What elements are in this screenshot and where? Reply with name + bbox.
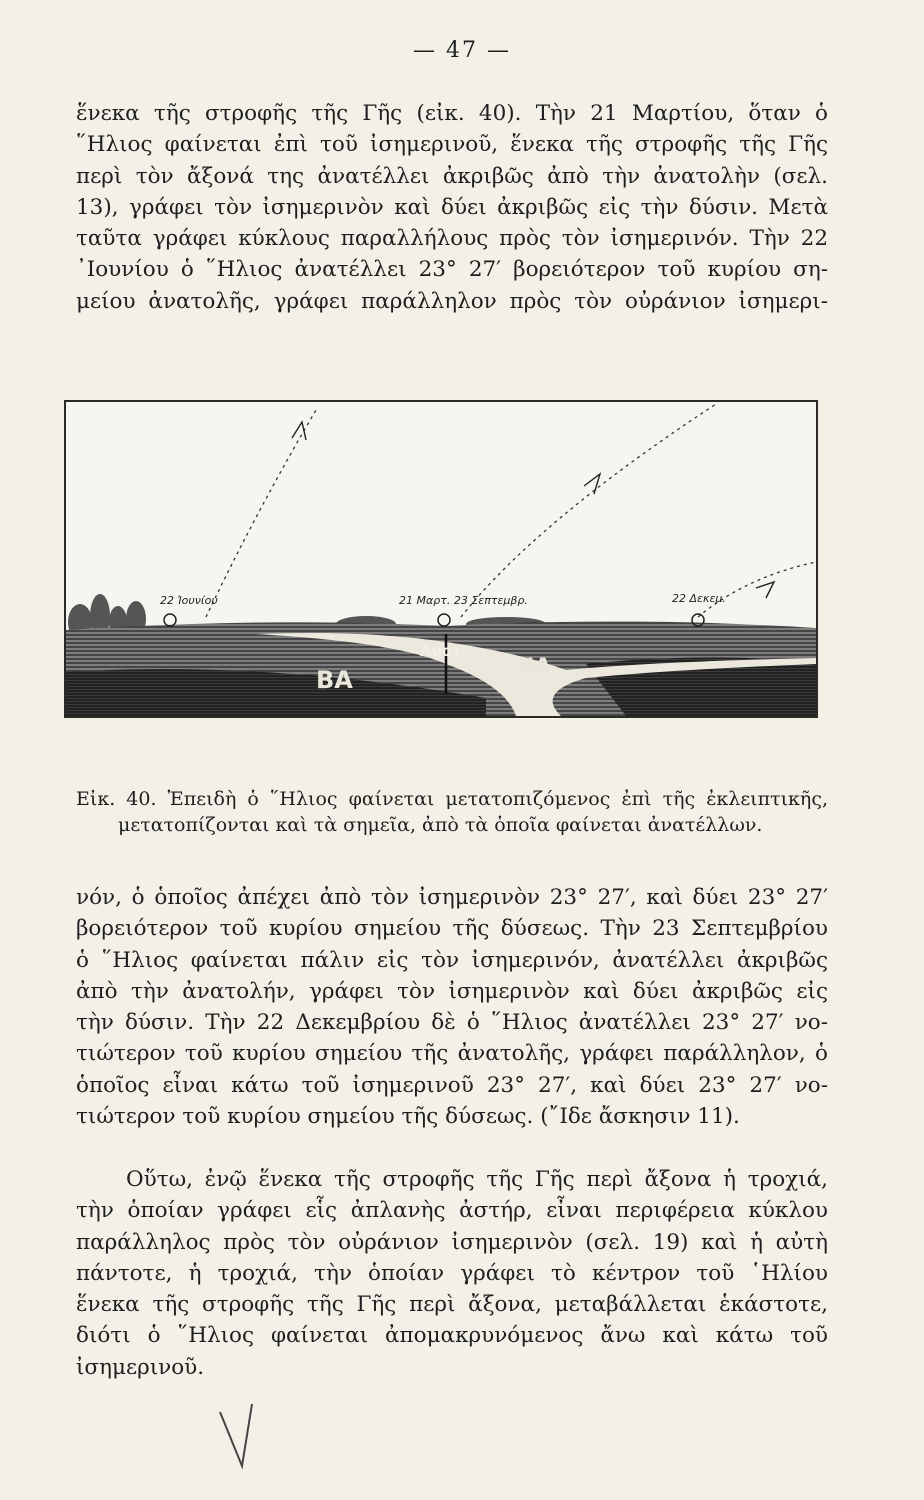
text-line: περὶ τὸν ἄξονά της ἀνατέλλει ἀκριβῶς ἀπὸ τὴν ἀνατολὴν (σελ. — [76, 163, 828, 189]
pencil-check-mark — [218, 1400, 258, 1470]
paragraph-bottom — [76, 882, 828, 1132]
figure-caption — [76, 786, 828, 838]
paragraph-final — [76, 1164, 828, 1383]
label-east: Ἀνατ. — [420, 642, 468, 660]
text-line: ταῦτα γράφει κύκλους παραλλήλους πρὸς τὸν ἰσημερινόν. Τὴν 22 — [76, 226, 828, 252]
label-june: 22 Ἰουνίου — [160, 594, 218, 607]
text-line: ᾿Ιουνίου ὁ ῞Ηλιος ἀνατέλλει 23° 27′ βορειότερον τοῦ κυρίου ση- — [76, 257, 828, 283]
label-northeast: ΒΑ — [316, 666, 353, 694]
text-line: νόν, ὁ ὁποῖος ἀπέχει ἀπὸ τὸν ἰσημερινὸν 23° 27′, καὶ δύει 23° 27′ — [76, 885, 828, 910]
text-line: ὁποῖος εἶναι κάτω τοῦ ἰσημερινοῦ 23° 27′, καὶ δύει 23° 27′ νο- — [76, 1072, 828, 1098]
text-line: ἕνεκα τῆς στροφῆς τῆς Γῆς περὶ ἄξονα, μεταβάλλεται ἑκάστοτε, — [76, 1292, 828, 1318]
text-line: 13), γράφει τὸν ἰσημερινὸν καὶ δύει ἀκριβῶς εἰς τὴν δύσιν. Μετὰ — [76, 194, 828, 220]
text-line: πάντοτε, ἡ τροχιά, τὴν ὁποίαν γράφει τὸ κέντρον τοῦ ῾Ηλίου — [76, 1260, 828, 1286]
page-number: — 47 — — [413, 38, 511, 63]
text-line: διότι ὁ ῞Ηλιος φαίνεται ἀπομακρυνόμενος ἄνω καὶ κάτω τοῦ — [76, 1323, 828, 1349]
text-line: Οὕτω, ἐνῷ ἕνεκα τῆς στροφῆς τῆς Γῆς περὶ ἄξονα ἡ τροχιά, — [126, 1167, 828, 1192]
text-line: ῞Ηλιος φαίνεται ἐπὶ τοῦ ἰσημερινοῦ, ἕνεκα τῆς στροφῆς τῆς Γῆς — [76, 132, 828, 158]
text-line: ἀπὸ τὴν ἀνατολήν, γράφει τὸν ἰσημερινὸν καὶ δύει ἀκριβῶς εἰς — [76, 978, 828, 1004]
text-line: ὁ ῞Ηλιος φαίνεται πάλιν εἰς τὸν ἰσημερινόν, ἀνατέλλει ἀκριβῶς — [76, 947, 828, 973]
caption-line: Εἰκ. 40. Ἐπειδὴ ὁ ῞Ηλιος φαίνεται μετατοπιζόμενος ἐπὶ τῆς ἐκλειπτικῆς, — [76, 788, 828, 810]
text-line: ἕνεκα τῆς στροφῆς τῆς Γῆς (εἰκ. 40). Τὴν 21 Μαρτίου, ὅταν ὁ — [76, 101, 828, 126]
text-line: τιώτερον τοῦ κυρίου σημείου τῆς δύσεως. (῎Ιδε ἄσκησιν 11). — [76, 1104, 740, 1130]
paragraph-top — [76, 98, 828, 317]
label-march-september: 21 Μαρτ. 23 Σεπτεμβρ. — [399, 594, 528, 607]
text-line: μείου ἀνατολῆς, γράφει παράλληλον πρὸς τὸν οὐράνιον ἰσημερι- — [76, 288, 828, 314]
label-december: 22 Δεκεμ. — [672, 592, 726, 605]
text-line: τὴν δύσιν. Τὴν 22 Δεκεμβρίου δὲ ὁ ῞Ηλιος ἀνατέλλει 23° 27′ νο- — [76, 1010, 828, 1036]
text-line: ἰσημερινοῦ. — [76, 1354, 205, 1380]
label-southeast: ΝΑ — [516, 655, 552, 680]
caption-line: μετατοπίζονται καὶ τὰ σημεῖα, ἀπὸ τὰ ὁποῖα φαίνεται ἀνατέλλων. — [118, 814, 763, 836]
text-line: τὴν ὁποίαν γράφει εἷς ἀπλανὴς ἀστήρ, εἶναι περιφέρεια κύκλου — [76, 1198, 828, 1224]
text-line: τιώτερον τοῦ κυρίου σημείου τῆς ἀνατολῆς, γράφει παράλληλον, ὁ — [76, 1041, 828, 1067]
text-line: βορειότερον τοῦ κυρίου σημείου τῆς δύσεως. Τὴν 23 Σεπτεμβρίου — [76, 916, 828, 942]
figure-sunrise-diagram — [64, 400, 818, 718]
text-line: παράλληλος πρὸς τὸν οὐράνιον ἰσημερινὸν (σελ. 19) καὶ ἡ αὐτὴ — [76, 1229, 828, 1255]
landscape-illustration — [66, 402, 816, 716]
